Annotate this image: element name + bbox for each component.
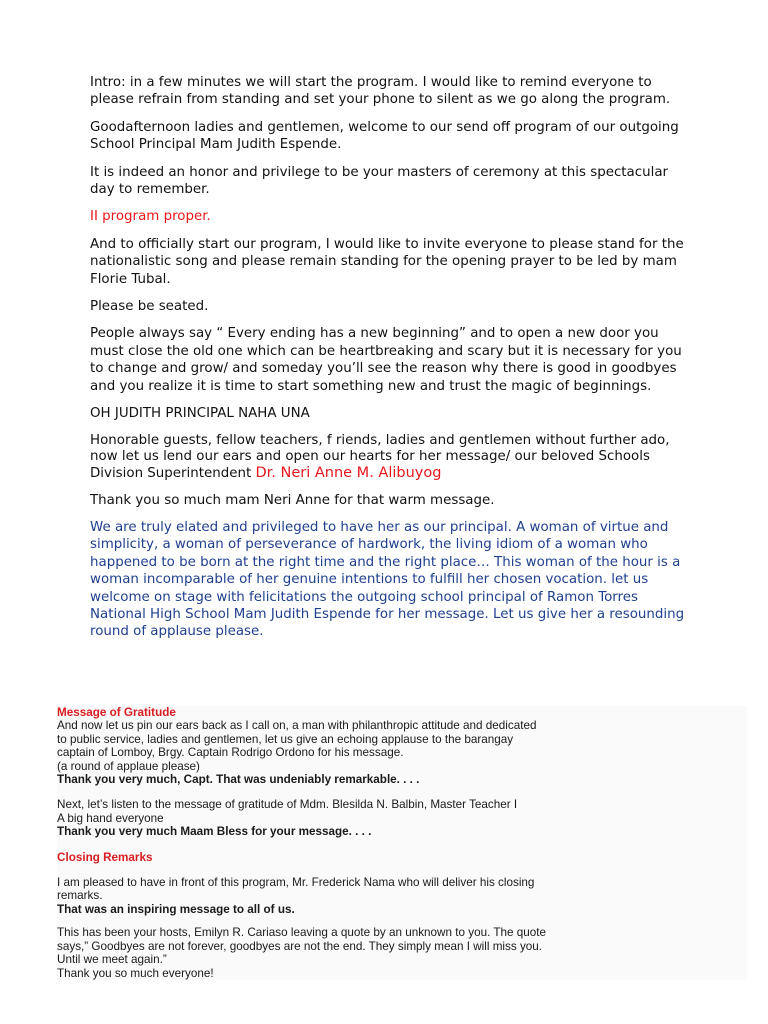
gratitude-line-8: Thank you very much Maam Bless for your message. . . . <box>57 825 372 839</box>
gratitude-line-2: to public service, ladies and gentlemen, let us give an echoing applause to the barangay <box>57 732 514 746</box>
gratitude-line-5: Thank you very much, Capt. That was undeniably remarkable. . . . <box>57 773 420 787</box>
honor-paragraph: It is indeed an honor and privilege to be your masters of ceremony at this spectacular day to remember. <box>90 164 669 198</box>
welcome-paragraph: Goodafternoon ladies and gentlemen, welcome to our send off program of our outgoing School Principal Mam Judith Espende. <box>90 119 679 153</box>
closing-line-2: remarks. <box>57 889 103 903</box>
thanks-paragraph: Thank you so much mam Neri Anne for that warm message. <box>90 492 495 508</box>
gratitude-line-4: (a round of applaue please) <box>57 759 200 773</box>
intro-paragraph: Intro: in a few minutes we will start the program. I would like to remind everyone to please refrain from standing and set your phone to silent as we go along the program. <box>90 75 671 108</box>
gratitude-line-7: A big hand everyone <box>57 811 164 825</box>
ending-paragraph: People always say “ Every ending has a new beginning” and to open a new door you must close the old one which can be heartbreaking and scary but it is necessary for you to change and grow/ and someday you’ll see the reason why there is good in goodbyes and you realize it is time to start something new and trust the magic of beginnings. <box>90 326 682 394</box>
closing-line-7: Thank you so much everyone! <box>57 966 214 980</box>
gratitude-line-1: And now let us pin our ears back as I call on, a man with philanthropic attitude and dedicated <box>57 719 537 733</box>
closing-line-6: Until we meet again.” <box>57 953 167 967</box>
gratitude-line-3: captain of Lomboy, Brgy. Captain Rodrigo Ordono for his message. <box>57 746 404 760</box>
closing-line-3: That was an inspiring message to all of us. <box>57 902 295 916</box>
gratitude-line-6: Next, let’s listen to the message of gratitude of Mdm. Blesilda N. Balbin, Master Teacher I <box>57 798 518 812</box>
guests-text: Honorable guests, fellow teachers, f riends, ladies and gentlemen without further ado, now let us lend our ears and open our hearts for her message/ our beloved Schools Division Superintendent <box>90 432 670 481</box>
gratitude-heading: Message of Gratitude <box>57 706 176 719</box>
closing-line-5: says,” Goodbyes are not forever, goodbyes are not the end. They simply mean I will miss you. <box>57 939 543 953</box>
closing-line-4: This has been your hosts, Emilyn R. Cariaso leaving a quote by an unknown to you. The quote <box>57 926 546 940</box>
anthem-paragraph: And to officially start our program, I would like to invite everyone to please stand for the nationalistic song and please remain standing for the opening prayer to be led by mam Florie Tubal. <box>90 236 684 287</box>
closing-heading: Closing Remarks <box>57 850 153 864</box>
closing-line-1: I am pleased to have in front of this program, Mr. Frederick Nama who will deliver his closing <box>57 876 535 890</box>
seated-paragraph: Please be seated. <box>90 299 209 315</box>
tribute-paragraph: We are truly elated and privileged to have her as our principal. A woman of virtue and simplicity, a woman of perseverance of hardwork, the living idiom of a woman who happened to be born at the right time and the right place… This woman of the hour is a woman incomparable of her genuine intentions to fulfill her chosen vocation. let us welcome on stage with felicitations the outgoing school principal of Ramon Torres National High School Mam Judith Espende for her message. Let us give her a resounding round of applause please. <box>90 519 685 640</box>
song-title: OH JUDITH PRINCIPAL NAHA UNA <box>90 406 310 422</box>
document-body <box>90 74 690 651</box>
scanned-section <box>57 706 747 980</box>
superintendent-name: Dr. Neri Anne M. Alibuyog <box>255 464 442 481</box>
section-heading-program-proper: II program proper. <box>90 209 211 225</box>
guests-paragraph <box>90 433 690 482</box>
